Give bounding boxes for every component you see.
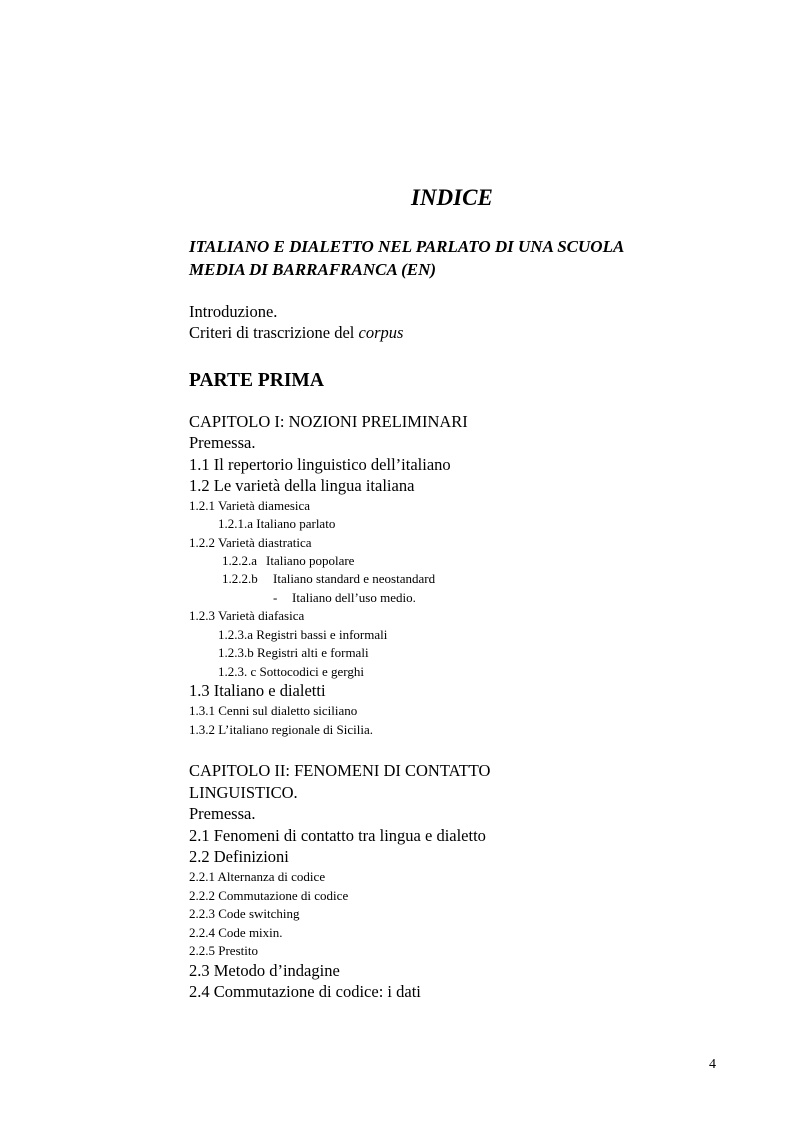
toc-entry-2-3: 2.3 Metodo d’indagine [189, 961, 340, 980]
entry-number: 1.2.2.b [222, 571, 258, 586]
toc-entry-2-4: 2.4 Commutazione di codice: i dati [189, 982, 421, 1001]
page-number: 4 [709, 1057, 716, 1072]
toc-entry-2-2-1: 2.2.1 Alternanza di codice [189, 869, 326, 884]
toc-entry-1-1: 1.1 Il repertorio linguistico dell’italiano [189, 455, 451, 474]
toc-entry-1-2-2-b-sub [273, 591, 416, 604]
toc-entry-introduzione: Introduzione. [189, 302, 278, 321]
toc-entry-1-2-3-c: 1.2.3. c Sottocodici e gerghi [218, 664, 364, 679]
thesis-title-line-1: ITALIANO E DIALETTO NEL PARLATO DI UNA SCUOLA [189, 237, 625, 256]
entry-text: Italiano popolare [266, 553, 355, 568]
entry-text: Italiano dell’uso medio. [292, 590, 416, 605]
entry-number: 1.2.2.a [222, 553, 258, 568]
toc-entry-1-2-1: 1.2.1 Varietà diamesica [189, 498, 311, 513]
thesis-title-line-2: MEDIA DI BARRAFRANCA (EN) [189, 260, 437, 279]
toc-entry-2-2-2: 2.2.2 Commutazione di codice [189, 888, 349, 903]
toc-entry-1-2: 1.2 Le varietà della lingua italiana [189, 476, 415, 495]
toc-entry-2-2-3: 2.2.3 Code switching [189, 906, 300, 921]
criteri-italic: corpus [358, 323, 404, 342]
toc-entry-1-2-3-a: 1.2.3.a Registri bassi e informali [218, 627, 388, 642]
entry-text: Italiano standard e neostandard [273, 571, 436, 586]
criteri-text: Criteri di trascrizione del [189, 323, 359, 342]
toc-entry-1-2-2-b [222, 572, 435, 585]
toc-entry-1-3: 1.3 Italiano e dialetti [189, 681, 326, 700]
toc-entry-1-2-1-a: 1.2.1.a Italiano parlato [218, 516, 336, 531]
chapter-1-title: CAPITOLO I: NOZIONI PRELIMINARI [189, 412, 468, 431]
toc-entry-2-2-5: 2.2.5 Prestito [189, 943, 258, 958]
dash-bullet: - [273, 590, 278, 605]
chapter-2-title-line-1: CAPITOLO II: FENOMENI DI CONTATTO [189, 761, 491, 780]
toc-entry-1-2-2-a [222, 554, 354, 567]
toc-entry-premessa-2: Premessa. [189, 804, 256, 823]
toc-entry-1-3-2: 1.3.2 L’italiano regionale di Sicilia. [189, 722, 374, 737]
chapter-2-title-line-2: LINGUISTICO. [189, 783, 298, 802]
toc-entry-1-2-3: 1.2.3 Varietà diafasica [189, 608, 305, 623]
toc-entry-1-2-3-b: 1.2.3.b Registri alti e formali [218, 645, 369, 660]
toc-entry-2-1: 2.1 Fenomeni di contatto tra lingua e dialetto [189, 826, 486, 845]
toc-entry-criteri [189, 325, 403, 342]
toc-entry-premessa-1: Premessa. [189, 433, 256, 452]
toc-entry-1-3-1: 1.3.1 Cenni sul dialetto siciliano [189, 703, 358, 718]
index-heading: INDICE [411, 185, 493, 210]
part-heading: PARTE PRIMA [189, 370, 324, 391]
toc-entry-2-2-4: 2.2.4 Code mixin. [189, 925, 283, 940]
toc-entry-1-2-2: 1.2.2 Varietà diastratica [189, 535, 312, 550]
toc-entry-2-2: 2.2 Definizioni [189, 847, 289, 866]
